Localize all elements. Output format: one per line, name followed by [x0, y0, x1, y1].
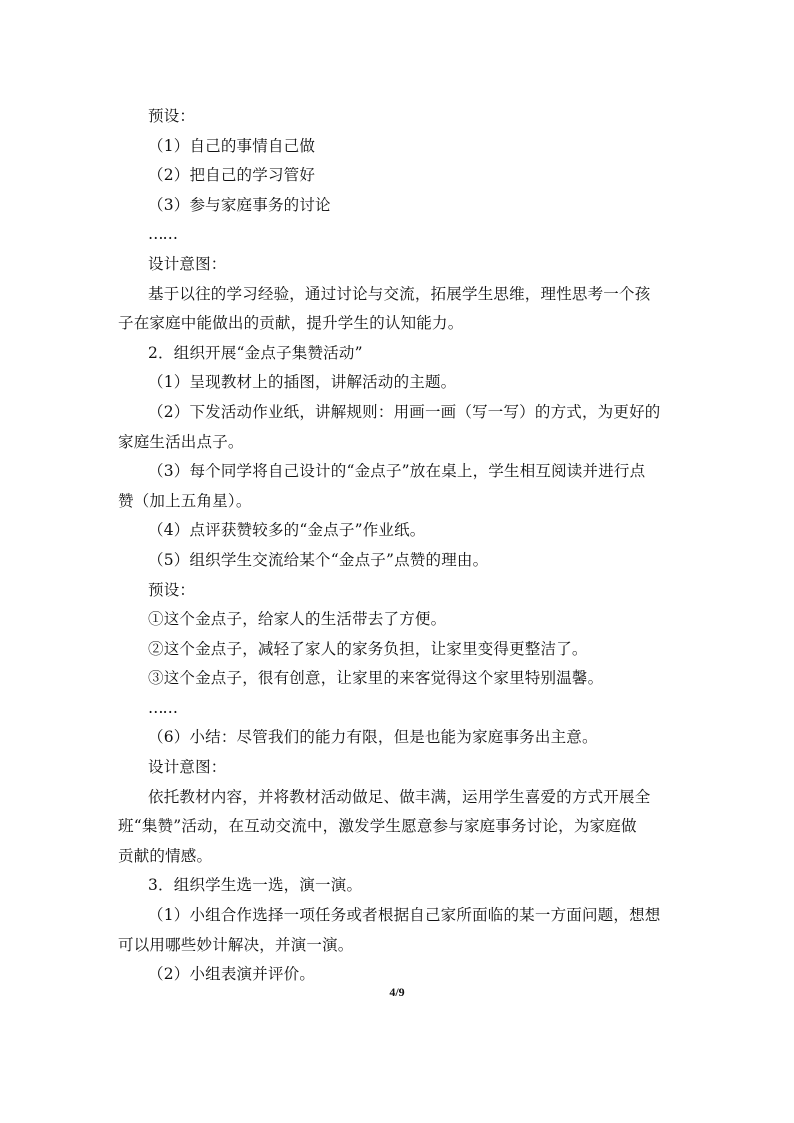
text-line: …… — [148, 698, 177, 717]
text-line: 家庭生活出点子。 — [118, 432, 244, 451]
text-line: （1）自己的事情自己做 — [148, 136, 316, 155]
text-line: 基于以往的学习经验，通过讨论与交流，拓展学生思维，理性思考一个孩 — [148, 284, 651, 303]
text-line: 贡献的情感。 — [118, 846, 213, 865]
text-line: （2）小组表演并评价。 — [148, 965, 316, 984]
text-line: ②这个金点子，减轻了家人的家务负担，让家里变得更整洁了。 — [148, 639, 588, 658]
text-line: ③这个金点子，很有创意，让家里的来客觉得这个家里特别温馨。 — [148, 669, 604, 688]
text-line: 2．组织开展“金点子集赞活动” — [148, 343, 363, 362]
text-line: 设计意图： — [148, 254, 227, 273]
page-number: 4/9 — [389, 985, 405, 999]
text-line: （5）组织学生交流给某个“金点子”点赞的理由。 — [148, 550, 489, 569]
text-line: （3）参与家庭事务的讨论 — [148, 195, 331, 214]
text-line: （4）点评获赞较多的“金点子”作业纸。 — [148, 521, 426, 540]
text-line: 设计意图： — [148, 758, 227, 777]
text-line: ①这个金点子，给家人的生活带去了方便。 — [148, 610, 447, 629]
text-line: 子在家庭中能做出的贡献，提升学生的认知能力。 — [118, 314, 464, 333]
text-line: 依托教材内容，并将教材活动做足、做丰满，运用学生喜爱的方式开展全 — [148, 787, 651, 806]
text-line: 预设： — [148, 580, 196, 599]
text-line: 3．组织学生选一选，演一演。 — [148, 876, 363, 895]
text-line: （6）小结：尽管我们的能力有限，但是也能为家庭事务出主意。 — [148, 728, 598, 747]
text-line: 可以用哪些妙计解决，并演一演。 — [118, 935, 354, 954]
text-line: （1）呈现教材上的插图，讲解活动的主题。 — [148, 373, 457, 392]
document-body — [118, 102, 678, 990]
text-line: （1）小组合作选择一项任务或者根据自己家所面临的某一方面问题，想想 — [148, 906, 661, 925]
text-line: 赞（加上五角星）。 — [118, 491, 252, 510]
text-line: （3）每个同学将自己设计的“金点子”放在桌上，学生相互阅读并进行点 — [148, 462, 646, 481]
text-line: 预设： — [148, 107, 196, 125]
text-line: …… — [148, 225, 177, 244]
text-line: 班“集赞”活动，在互动交流中，激发学生愿意参与家庭事务讨论，为家庭做 — [118, 817, 637, 836]
text-line: （2）下发活动作业纸，讲解规则：用画一画（写一写）的方式，为更好的 — [148, 402, 661, 421]
text-line: （2）把自己的学习管好 — [148, 166, 316, 185]
